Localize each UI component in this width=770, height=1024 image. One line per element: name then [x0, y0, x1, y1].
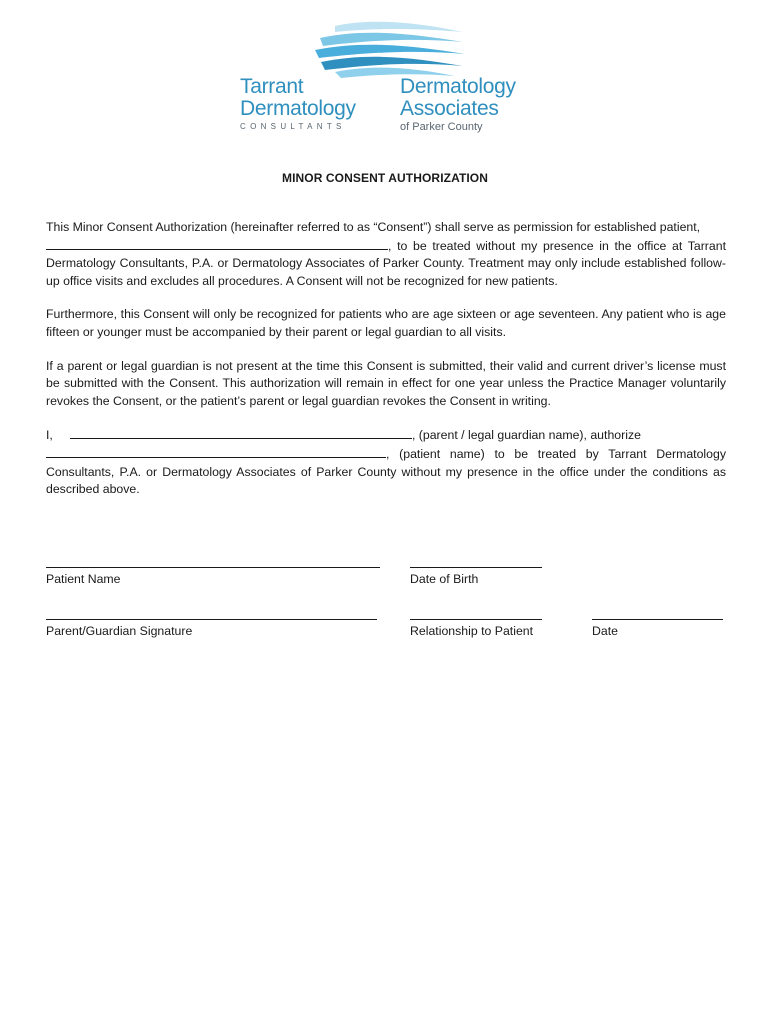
brand-left-line1: Tarrant	[240, 75, 304, 98]
patient-name-blank-2[interactable]	[46, 445, 386, 458]
relationship-line[interactable]	[410, 619, 542, 620]
paragraph-4-rest: , (patient name) to be treated by Tarrant Dermatology Consultants, P.A. or Dermatology Associates of Parker County without my presence in the office under the conditions as described above.	[46, 446, 726, 497]
brand-right-sub: of Parker County	[400, 121, 483, 133]
patient-name-label: Patient Name	[46, 572, 121, 586]
date-line[interactable]	[592, 619, 723, 620]
guardian-name-blank[interactable]	[70, 426, 412, 439]
paragraph-1-intro: This Minor Consent Authorization (hereinafter referred to as “Consent”) shall serve as permission for established patient,	[46, 220, 701, 234]
parent-signature-label: Parent/Guardian Signature	[46, 624, 193, 638]
brand-right-line2: Associates	[400, 97, 499, 120]
paragraph-age-requirement: Furthermore, this Consent will only be recognized for patients who are age sixteen or age seventeen. Any patient who is age fifteen or younger must be accompanied by their parent or legal guardian to all visits.	[46, 307, 726, 339]
company-logo	[240, 18, 540, 133]
paragraph-4-intro: I,	[46, 428, 53, 443]
brand-right-line1: Dermatology	[400, 75, 516, 98]
brand-tarrant	[240, 76, 390, 131]
brand-associates	[400, 76, 550, 133]
document-title: MINOR CONSENT AUTHORIZATION	[281, 171, 489, 185]
brand-left-line2: Dermatology	[240, 97, 356, 120]
paragraph-authorization	[46, 426, 726, 498]
paragraph-license: If a parent or legal guardian is not present at the time this Consent is submitted, their valid and current driver’s license must be submitted with the Consent. This authorization will remain in effect for one year unless the Practice Manager voluntarily revokes the Consent, or the patient’s parent or legal guardian revokes the Consent in writing.	[46, 358, 726, 408]
wave-logo-icon	[315, 18, 465, 80]
date-of-birth-label: Date of Birth	[410, 572, 479, 586]
document-body	[46, 219, 726, 515]
patient-name-blank[interactable]	[46, 237, 388, 250]
parent-signature-line[interactable]	[46, 619, 377, 620]
paragraph-4-guardian: , (parent / legal guardian name), authorize	[411, 428, 641, 443]
date-of-birth-line[interactable]	[410, 567, 542, 568]
paragraph-1-rest: , to be treated without my presence in the office at Tarrant Dermatology Consultants, P.A. or Dermatology Associates of Parker County. Treatment may only include established follow-up office visits and excludes all procedures. A Consent will not be recognized for new patients.	[46, 238, 726, 288]
date-label: Date	[592, 624, 618, 638]
brand-left-sub: CONSULTANTS	[240, 122, 346, 131]
relationship-label: Relationship to Patient	[410, 624, 534, 638]
paragraph-permission	[46, 219, 726, 290]
patient-name-line[interactable]	[46, 567, 380, 568]
